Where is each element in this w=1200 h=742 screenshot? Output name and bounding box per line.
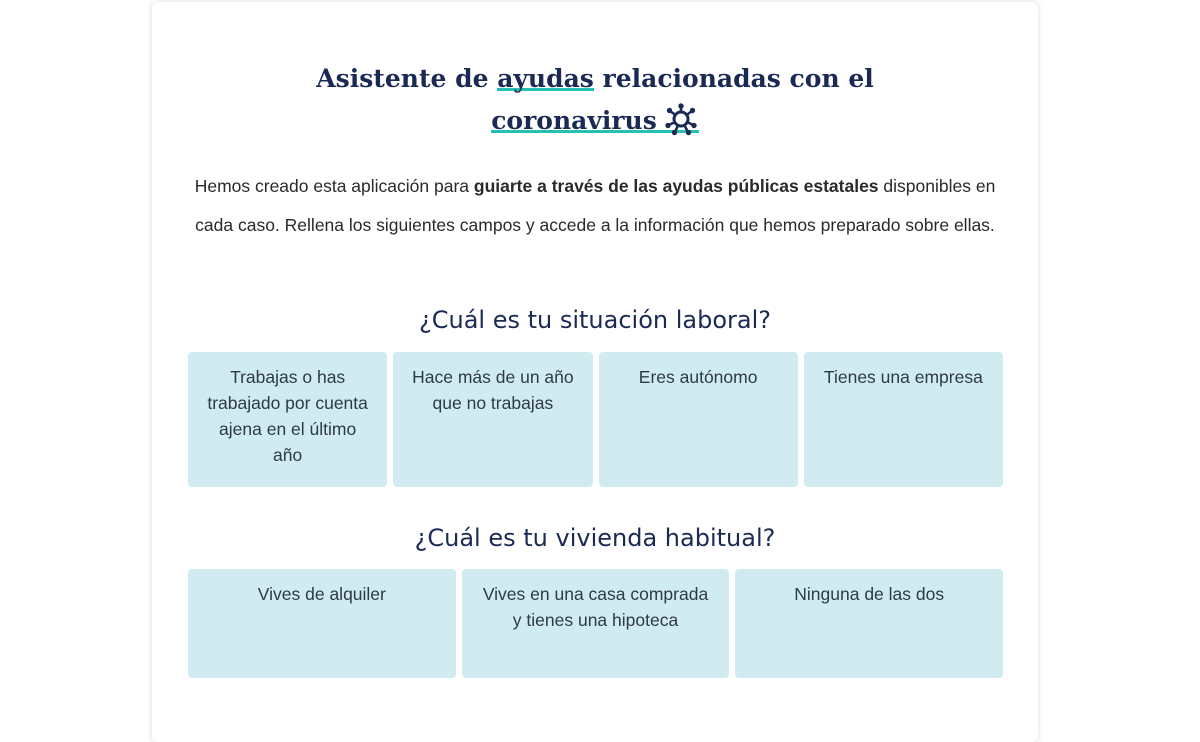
option-ninguna[interactable]: Ninguna de las dos [735, 569, 1003, 678]
option-empresa[interactable]: Tienes una empresa [804, 352, 1003, 487]
intro-bold-text: guiarte a través de las ayudas públicas estatales [473, 176, 879, 196]
question-title-situacion-laboral: ¿Cuál es tu situación laboral? [418, 306, 772, 334]
assistant-card [152, 2, 1038, 742]
title-text-coronavirus: coronavirus [491, 106, 657, 135]
intro-text-2: disponibles en cada caso. Rellena los siguientes campos y accede a la información que hemos preparado sobre ellas. [195, 176, 996, 235]
intro-text-1: Hemos creado esta aplicación para [194, 176, 474, 196]
options-vivienda [188, 569, 1003, 678]
intro-paragraph [182, 167, 1008, 244]
virus-icon [663, 101, 699, 137]
option-autonomo[interactable]: Eres autónomo [599, 352, 798, 487]
options-situacion-laboral [188, 352, 1003, 487]
title-highlight-coronavirus [491, 106, 699, 135]
page-title [152, 58, 1038, 142]
title-highlight-ayudas: ayudas [497, 64, 594, 93]
option-cuenta-ajena[interactable]: Trabajas o has trabajado por cuenta ajena en el último año [188, 352, 387, 487]
title-text-mid: relacionadas con el [593, 64, 874, 93]
question-title-vivienda: ¿Cuál es tu vivienda habitual? [414, 524, 776, 552]
option-alquiler[interactable]: Vives de alquiler [188, 569, 456, 678]
option-sin-trabajo[interactable]: Hace más de un año que no trabajas [393, 352, 592, 487]
title-text-start: Asistente de [316, 64, 498, 93]
option-hipoteca[interactable]: Vives en una casa comprada y tienes una hipoteca [462, 569, 730, 678]
